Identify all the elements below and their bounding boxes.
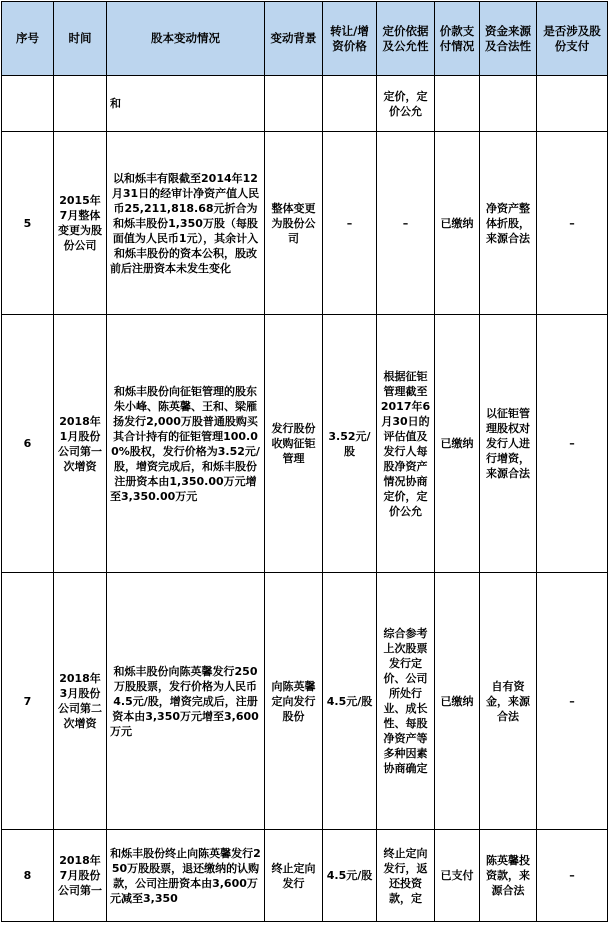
header-source: 资金来源及合法性: [480, 2, 537, 76]
row-time: 2018年1月股份公司第一次增资: [54, 315, 107, 573]
row-background: 整体变更为股份公司: [265, 132, 323, 315]
row-payment: 已缴纳: [435, 315, 480, 573]
row-no: 6: [2, 315, 54, 573]
row-change: 和烁丰股份向陈英馨发行250万股股票，发行价格为人民币4.5元/股，增资完成后，注册资本由3,350万元增至3,600万元: [107, 573, 265, 830]
row-payment: 已支付: [435, 830, 480, 922]
header-change: 股本变动情况: [107, 2, 265, 76]
row-tax: –: [537, 573, 608, 830]
header-time: 时间: [54, 2, 107, 76]
row-background: 向陈英馨定向发行股份: [265, 573, 323, 830]
row-no: 5: [2, 132, 54, 315]
row-price: 3.52元/股: [323, 315, 377, 573]
header-payment: 价款支付情况: [435, 2, 480, 76]
row-source: 陈英馨投资款，来源合法: [480, 830, 537, 922]
row-time: 2018年3月股份公司第二次增资: [54, 573, 107, 830]
row-tax: –: [537, 315, 608, 573]
header-no: 序号: [2, 2, 54, 76]
table-row: [2, 573, 608, 830]
row-payment: 已缴纳: [435, 573, 480, 830]
row-no: 7: [2, 573, 54, 830]
table-row: [2, 132, 608, 315]
row-time: 2015年7月整体变更为股份公司: [54, 132, 107, 315]
header-tax: 是否涉及股份支付: [537, 2, 608, 76]
row-basis: 综合参考上次股票发行定价、公司所处行业、成长性、每股净资产等多种因素协商确定: [377, 573, 435, 830]
header-row: [2, 2, 608, 76]
row-tax: –: [537, 830, 608, 922]
row-tax: –: [537, 132, 608, 315]
row-basis: 终止定向发行，返还投资款，定: [377, 830, 435, 922]
table-row: [2, 830, 608, 922]
equity-change-table: [1, 1, 608, 922]
row-price: –: [323, 132, 377, 315]
row-source: 净资产整体折股，来源合法: [480, 132, 537, 315]
row-background: 发行股份收购征钜管理: [265, 315, 323, 573]
row-payment: 已缴纳: [435, 132, 480, 315]
table-row: [2, 315, 608, 573]
row-time: 2018年7月股份公司第一: [54, 830, 107, 922]
row-change: 和烁丰股份向征钜管理的股东朱小峰、陈英馨、王和、梁雁扬发行2,000万股普通股购买其合计持有的征钜管理100.00%股权，发行价格为3.52元/股，增资完成后，和烁丰股份注册资本由1,350.00万元增至3,350.00万元: [107, 315, 265, 573]
continuation-change: 和: [107, 76, 265, 132]
row-price: 4.5元/股: [323, 573, 377, 830]
row-no: 8: [2, 830, 54, 922]
row-source: 自有资金，来源合法: [480, 573, 537, 830]
row-change: 以和烁丰有限截至2014年12月31日的经审计净资产值人民币25,211,818.68元折合为和烁丰股份1,350万股（每股面值为人民币1元），其余计入和烁丰股份的资本公积，股改前后注册资本未发生变化: [107, 132, 265, 315]
continuation-basis: 定价，定价公允: [377, 76, 435, 132]
header-background: 变动背景: [265, 2, 323, 76]
row-basis: –: [377, 132, 435, 315]
row-price: 4.5元/股: [323, 830, 377, 922]
row-source: 以征钜管理股权对发行人进行增资，来源合法: [480, 315, 537, 573]
row-background: 终止定向发行: [265, 830, 323, 922]
header-price: 转让/增资价格: [323, 2, 377, 76]
continuation-row: [2, 76, 608, 132]
row-change: 和烁丰股份终止向陈英馨发行250万股股票，退还缴纳的认购款，公司注册资本由3,600万元减至3,350: [107, 830, 265, 922]
row-basis: 根据征钜管理截至2017年6月30日的评估值及发行人每股净资产情况协商定价，定价公允: [377, 315, 435, 573]
header-basis: 定价依据及公允性: [377, 2, 435, 76]
